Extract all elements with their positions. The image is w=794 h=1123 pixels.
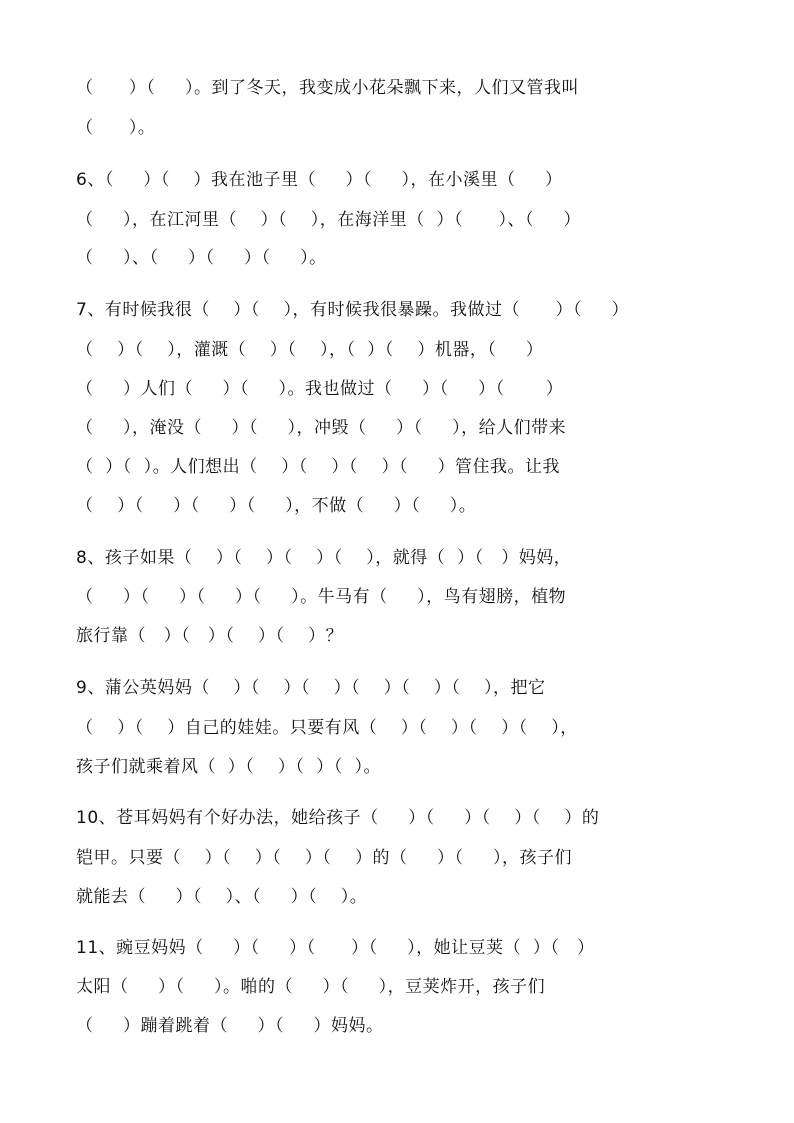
text-line: （ ）。 (76, 118, 156, 138)
text-line: 就能去（ ）（ ）、（ ）（ ）。 (76, 887, 368, 907)
text-line: （ ），在江河里（ ）（ ），在海洋里（ ）（ ）、（ ） (76, 210, 581, 230)
text-line: （ ），淹没（ ）（ ），冲毁（ ）（ ），给人们带来 (76, 418, 567, 438)
text-line: （ ）（ ）（ ）（ ），不做（ ）（ ）。 (76, 496, 477, 516)
question-10-line: 10、苍耳妈妈有个好办法，她给孩子（ ）（ ）（ ）（ ）的 (76, 808, 600, 828)
text-line: （ ）（ ），灌溉（ ）（ ），（ ）（ ）机器，（ ） (76, 340, 544, 360)
text-line: （ ）（ ）（ ）（ ）。牛马有（ ），鸟有翅膀，植物 (76, 587, 567, 607)
text-line: 太阳（ ）（ ）。啪的（ ）（ ），豆荚炸开，孩子们 (76, 977, 546, 997)
text-line: （ ）、（ ）（ ）（ ）。 (76, 248, 327, 268)
question-7-line: 7、有时候我很（ ）（ ），有时候我很暴躁。我做过（ ）（ ） (76, 300, 629, 320)
text-line: （ ）蹦着跳着（ ）（ ）妈妈。 (76, 1016, 384, 1036)
text-line: （ ）（ ）。人们想出（ ）（ ）（ ）（ ）管住我。让我 (76, 457, 560, 477)
text-line: 铠甲。只要（ ）（ ）（ ）（ ）的（ ）（ ），孩子们 (76, 848, 572, 868)
question-8-line: 8、孩子如果（ ）（ ）（ ）（ ），就得（ ）（ ）妈妈， (76, 548, 572, 568)
text-line: （ ）（ ）。到了冬天，我变成小花朵飘下来，人们又管我叫 (76, 78, 579, 98)
text-line: （ ）人们（ ）（ ）。我也做过（ ）（ ）（ ） (76, 379, 564, 399)
question-6-line: 6、（ ）（ ）我在池子里（ ）（ ），在小溪里（ ） (76, 170, 563, 190)
text-line: 孩子们就乘着风（ ）（ ）（ ）（ ）。 (76, 757, 382, 777)
text-line: 旅行靠（ ）（ ）（ ）（ ）？ (76, 626, 344, 646)
question-9-line: 9、蒲公英妈妈（ ）（ ）（ ）（ ）（ ）（ ），把它 (76, 678, 546, 698)
question-11-line: 11、豌豆妈妈（ ）（ ）（ ）（ ），她让豆荚（ ）（ ） (76, 938, 595, 958)
text-line: （ ）（ ）自己的娃娃。只要有风（ ）（ ）（ ）（ ）， (76, 718, 578, 738)
